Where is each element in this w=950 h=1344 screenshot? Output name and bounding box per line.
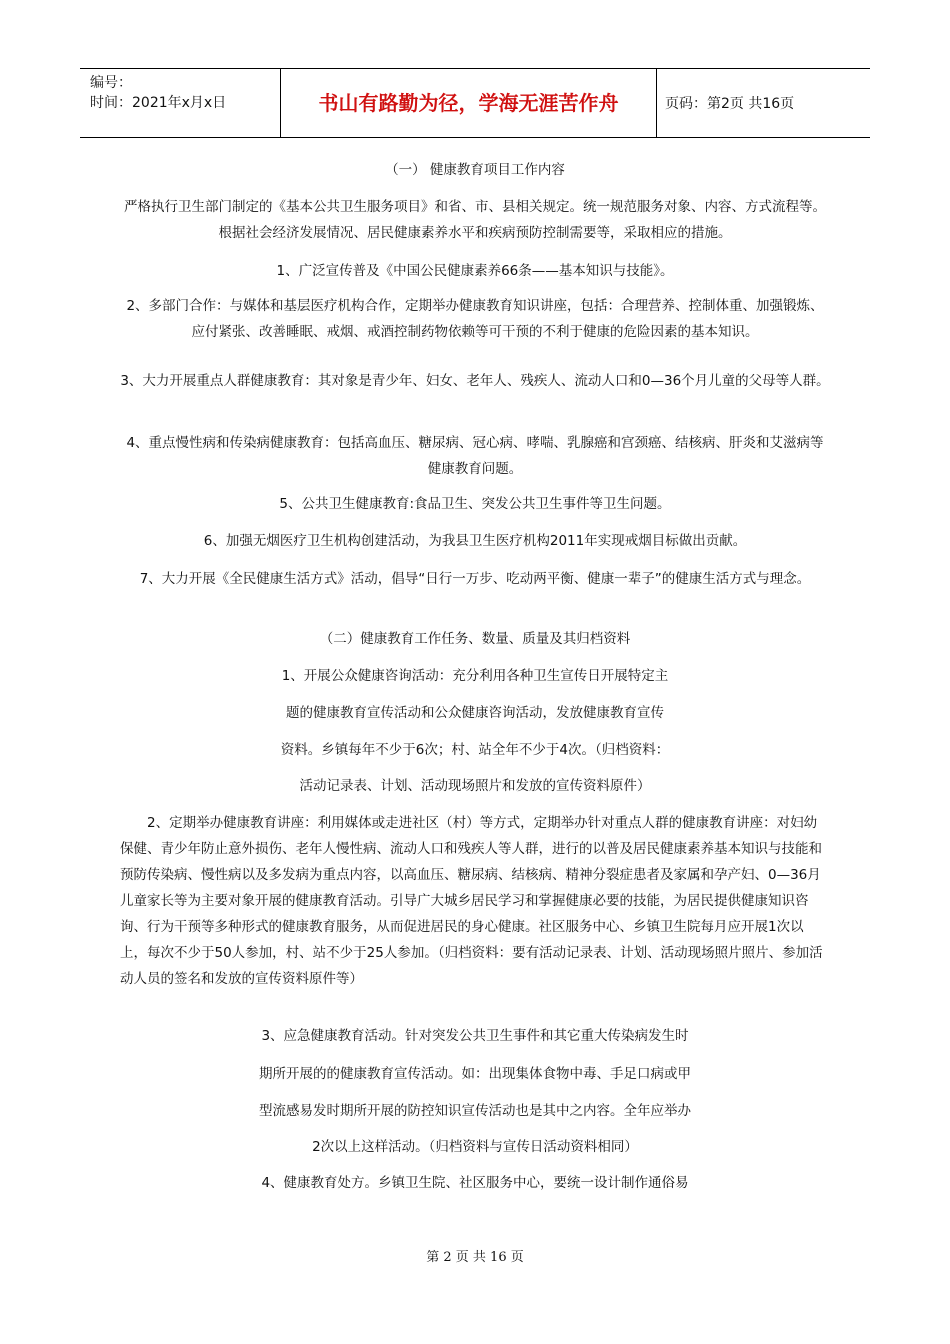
section-heading-2: （二）健康教育工作任务、数量、质量及其归档资料 — [319, 631, 631, 647]
body-paragraph: 严格执行卫生部门制定的《基本公共卫生服务项目》和省、市、县相关规定。统一规范服务对象、内容、方式流程等。根据社会经济发展情况、居民健康素养水平和疾病预防控制需要等，采取相应的措施。 — [124, 199, 826, 241]
page-footer: 第 2 页 共 16 页 — [426, 1250, 524, 1265]
body-line: 资料。乡镇每年不少于6次；村、站全年不少于4次。（归档资料： — [280, 742, 670, 758]
body-paragraph: 3、大力开展重点人群健康教育：其对象是青少年、妇女、老年人、残疾人、流动人口和0—36个月儿童的父母等人群。 — [120, 373, 830, 389]
number-label: 编号： — [90, 75, 132, 91]
header-divider — [656, 69, 657, 137]
body-line: 3、应急健康教育活动。针对突发公共卫生事件和其它重大传染病发生时 — [261, 1028, 689, 1044]
section-heading-1: （一） 健康教育项目工作内容 — [385, 162, 565, 178]
body-paragraph: 6、加强无烟医疗卫生机构创建活动，为我县卫生医疗机构2011年实现戒烟目标做出贡献。 — [203, 533, 747, 549]
body-paragraph: 1、广泛宣传普及《中国公民健康素养66条——基本知识与技能》。 — [276, 263, 674, 279]
body-paragraph: 2、多部门合作：与媒体和基层医疗机构合作，定期举办健康教育知识讲座，包括：合理营养、控制体重、加强锻炼、应付紧张、改善睡眠、戒烟、戒酒控制药物依赖等可干预的不利于健康的危险因素的基本知识。 — [126, 298, 824, 340]
body-line: 1、开展公众健康咨询活动：充分利用各种卫生宣传日开展特定主 — [281, 668, 669, 684]
time-label: 时间：2021年x月x日 — [90, 95, 227, 111]
body-paragraph: 5、公共卫生健康教育:食品卫生、突发公共卫生事件等卫生问题。 — [279, 496, 671, 512]
header-meta — [80, 69, 280, 137]
header-page-info: 页码：第2页 共16页 — [665, 96, 795, 112]
body-line: 期所开展的的健康教育宣传活动。如：出现集体食物中毒、手足口病或甲 — [259, 1066, 691, 1082]
body-paragraph: 2、定期举办健康教育讲座：利用媒体或走进社区（村）等方式，定期举办针对重点人群的健康教育讲座：对妇幼保健、青少年防止意外损伤、老年人慢性病、流动人口和残疾人等人群，进行的以普及居民健康素养基本知识与技能和预防传染病、慢性病以及多发病为重点内容，以高血压、糖尿病、结核病、精神分裂症患者及家属和孕产妇、0—36月儿童家长等为主要对象开展的健康教育活动。引导广大城乡居民学习和掌握健康必要的技能，为居民提供健康知识咨询、行为干预等多种形式的健康教育服务，从而促进居民的身心健康。社区服务中心、乡镇卫生院每月应开展1次以上，每次不少于50人参加，村、站不少于25人参加。（归档资料：要有活动记录表、计划、活动现场照片照片、参加活动人员的签名和发放的宣传资料原件等） — [120, 815, 823, 987]
body-line: 题的健康教育宣传活动和公众健康咨询活动，发放健康教育宣传 — [286, 705, 664, 721]
body-line: 活动记录表、计划、活动现场照片和发放的宣传资料原件） — [299, 778, 651, 794]
body-paragraph: 7、大力开展《全民健康生活方式》活动，倡导“日行一万步、吃动两平衡、健康一辈子”的健康生活方式与理念。 — [139, 571, 811, 587]
body-line: 2次以上这样活动。（归档资料与宣传日活动资料相同） — [312, 1139, 638, 1155]
body-line: 型流感易发时期所开展的防控知识宣传活动也是其中之内容。全年应举办 — [259, 1103, 691, 1119]
body-paragraph: 4、重点慢性病和传染病健康教育：包括高血压、糖尿病、冠心病、哮喘、乳腺癌和宫颈癌、结核病、肝炎和艾滋病等健康教育问题。 — [126, 435, 824, 477]
body-line: 4、健康教育处方。乡镇卫生院、社区服务中心，要统一设计制作通俗易 — [261, 1175, 689, 1191]
header-motto: 书山有路勤为径，学海无涯苦作舟 — [318, 91, 619, 115]
page-header — [80, 68, 870, 138]
